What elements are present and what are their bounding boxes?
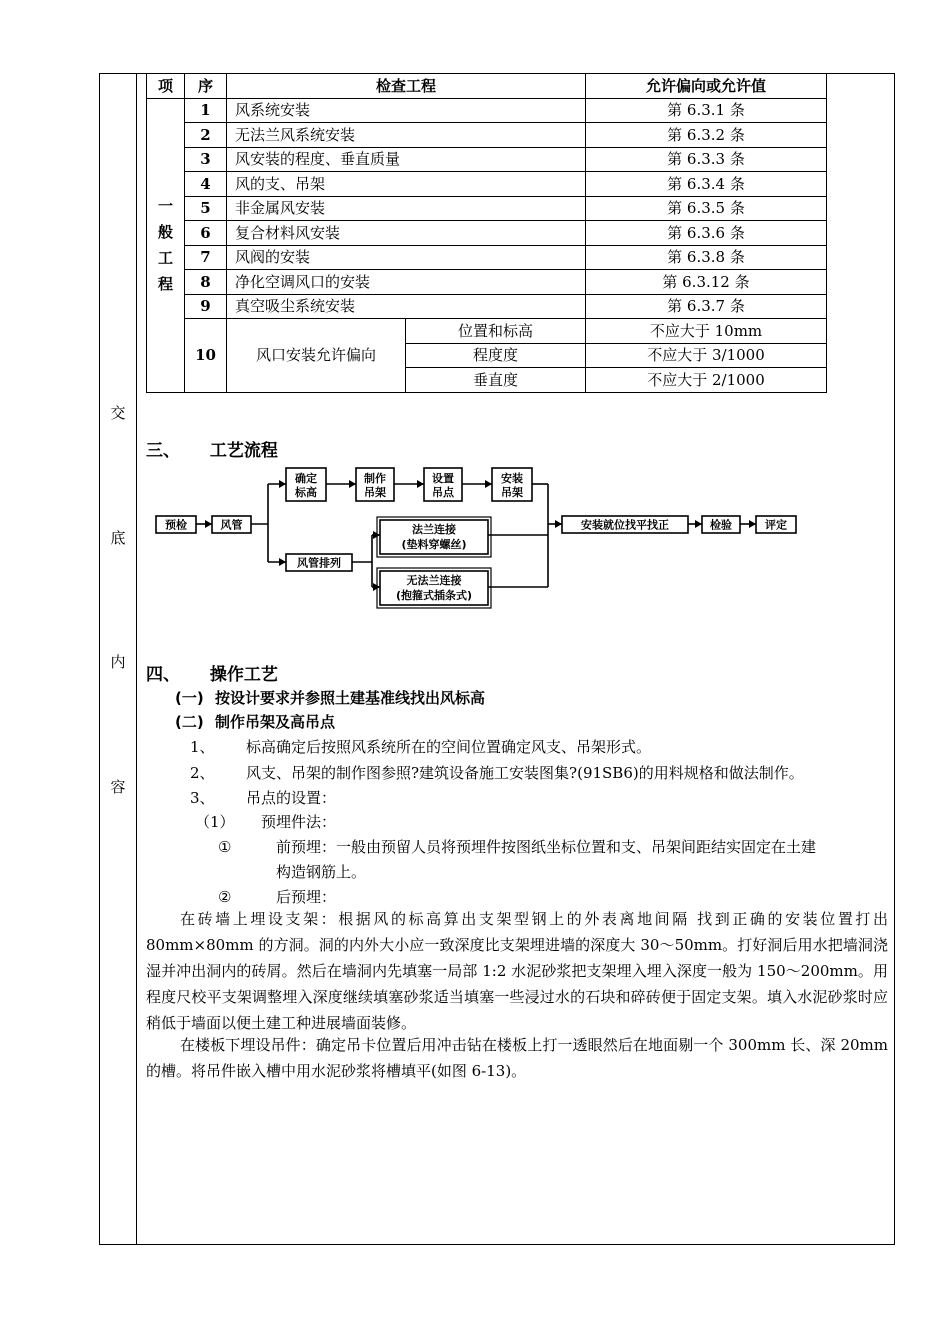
flow-label: 吊点 — [432, 486, 454, 499]
row-value: 第 6.3.5 条 — [586, 196, 827, 221]
list-item — [190, 787, 336, 808]
list-item — [190, 762, 804, 783]
sub-item-value: 不应大于 3/1000 — [586, 343, 827, 368]
section-number: 四、 — [146, 665, 180, 685]
list-item-number: 2、 — [190, 764, 215, 782]
flow-label: 法兰连接 — [412, 523, 456, 536]
sub-list-text: 预埋件法： — [261, 813, 337, 831]
row-number: 8 — [185, 270, 227, 295]
list-item — [190, 736, 651, 757]
table-row — [147, 196, 827, 221]
row-number: 4 — [185, 172, 227, 197]
row-value: 第 6.3.7 条 — [586, 294, 827, 319]
table-header-row — [147, 74, 827, 99]
sub-list-item — [195, 811, 336, 832]
section-heading-4 — [146, 660, 278, 685]
side-label-char: 交 — [110, 404, 126, 422]
flow-box-evaluate — [756, 516, 796, 533]
table-row — [147, 294, 827, 319]
row-number: 7 — [185, 245, 227, 270]
sub-item-value: 不应大于 2/1000 — [586, 368, 827, 393]
circled-number: ② — [218, 888, 232, 906]
row-value: 第 6.3.12 条 — [586, 270, 827, 295]
row-number: 9 — [185, 294, 227, 319]
flow-label: 无法兰连接 — [406, 574, 462, 587]
row-value: 第 6.3.2 条 — [586, 123, 827, 148]
flow-label: 预检 — [165, 518, 187, 532]
flow-label: 标高 — [295, 486, 317, 499]
row-value: 第 6.3.4 条 — [586, 172, 827, 197]
table-row — [147, 123, 827, 148]
sub-item-value: 不应大于 10mm — [586, 319, 827, 344]
flow-box-inspect — [702, 516, 740, 533]
circled-text: 后预埋： — [276, 888, 337, 906]
flow-label: 吊架 — [364, 486, 386, 499]
row-item: 无法兰风系统安装 — [227, 123, 586, 148]
sub-heading-number: (一) — [175, 689, 204, 707]
side-label-column — [100, 74, 137, 1244]
list-item-number: 1、 — [190, 738, 215, 756]
row-item: 复合材料风安装 — [227, 221, 586, 246]
circled-number: ① — [218, 838, 232, 856]
table-row — [147, 270, 827, 295]
sub-item-name: 垂直度 — [406, 368, 586, 393]
list-item-text: 标高确定后按照风系统所在的空间位置确定风支、吊架形式。 — [246, 738, 652, 756]
section-title: 操作工艺 — [209, 665, 278, 685]
circled-item-1 — [218, 836, 816, 857]
sub-heading-1 — [175, 687, 485, 708]
process-flowchart — [150, 462, 810, 614]
flow-box-duct-arrange — [286, 554, 352, 571]
flow-label: 风管排列 — [297, 556, 341, 570]
group-label-char: 般 — [157, 223, 173, 241]
row-item: 风的支、吊架 — [227, 172, 586, 197]
flow-label: 安装 — [501, 472, 523, 485]
row-value: 第 6.3.6 条 — [586, 221, 827, 246]
row-number: 1 — [185, 98, 227, 123]
row-item: 风系统安装 — [227, 98, 586, 123]
sub-heading-number: (二) — [175, 713, 204, 731]
row-number: 6 — [185, 221, 227, 246]
row-item: 风口安装允许偏向 — [227, 319, 406, 393]
flow-label: (垫料穿螺丝) — [401, 538, 467, 551]
flow-label: 吊架 — [501, 486, 523, 499]
list-item-text: 风支、吊架的制作图参照?建筑设备施工安装图集?(91SB6)的用料规格和做法制作。 — [246, 764, 804, 782]
sub-item-name: 位置和标高 — [406, 319, 586, 344]
row-number: 5 — [185, 196, 227, 221]
paragraph-wall-bracket: 在砖墙上埋设支架：根据风的标高算出支架型钢上的外表离地间隔 找到正确的安装位置打出80mm×80mm 的方洞。洞的内外大小应一致深度比支架埋进墙的深度大 30～50mm。打好洞后用水把墙洞浇湿并冲出洞内的砖屑。然后在墙洞内先填塞一局部 1:2 水泥砂浆把支架埋入埋入深度一般为 150～200mm。用程度尺校平支架调整埋入深度继续填塞砂浆适当填塞一些浸过水的石块和碎砖便于固定支架。填入水泥砂浆时应稍低于墙面以便土建工种进展墙面装修。 — [146, 910, 888, 1032]
row-item: 净化空调风口的安装 — [227, 270, 586, 295]
flow-label: 制作 — [364, 472, 386, 485]
flow-label: 设置 — [432, 472, 454, 485]
row-item: 风安装的程度、垂直质量 — [227, 147, 586, 172]
group-label-cell — [147, 98, 185, 392]
group-label-char: 工 — [157, 249, 173, 267]
row-item: 非金属风安装 — [227, 196, 586, 221]
header-seq: 序 — [185, 74, 227, 99]
header-category: 项 — [147, 74, 185, 99]
flow-box-precheck — [156, 516, 196, 533]
flow-box-duct — [212, 516, 251, 533]
flow-box-flange — [377, 517, 491, 557]
sub-heading-text: 按设计要求并参照土建基准线找出风标高 — [214, 689, 485, 707]
list-item-number: 3、 — [190, 789, 215, 807]
flow-box-set-point — [424, 468, 462, 501]
row-item: 风阀的安装 — [227, 245, 586, 270]
circled-item-2 — [218, 886, 336, 907]
sub-list-number: （1） — [195, 813, 235, 831]
list-item-text: 吊点的设置： — [246, 789, 337, 807]
row-number: 2 — [185, 123, 227, 148]
group-label-char: 一 — [157, 197, 173, 215]
table-row — [147, 147, 827, 172]
row-number: 3 — [185, 147, 227, 172]
flow-box-confirm-elevation — [286, 468, 326, 501]
row-item: 真空吸尘系统安装 — [227, 294, 586, 319]
flow-label: 检验 — [710, 518, 732, 532]
row-value: 第 6.3.3 条 — [586, 147, 827, 172]
row-value: 第 6.3.1 条 — [586, 98, 827, 123]
flow-box-no-flange — [377, 568, 491, 608]
table-row — [147, 319, 827, 344]
flow-box-make-hanger — [356, 468, 394, 501]
row-number: 10 — [185, 319, 227, 393]
flow-label: (抱箍式插条式) — [395, 589, 473, 602]
flow-label: 评定 — [765, 518, 787, 532]
flow-label: 确定 — [295, 472, 317, 485]
circled-item-1-continuation: 构造钢筋上。 — [276, 863, 367, 881]
table-row — [147, 221, 827, 246]
flow-box-install-hanger — [492, 468, 532, 501]
table-row — [147, 245, 827, 270]
side-label-char: 容 — [110, 778, 126, 796]
flow-label: 安装就位找平找正 — [581, 518, 669, 532]
sub-item-name: 程度度 — [406, 343, 586, 368]
side-label-char: 底 — [110, 529, 126, 547]
sub-heading-2 — [175, 711, 335, 732]
header-item: 检查工程 — [227, 74, 586, 99]
flow-box-position-level — [562, 516, 688, 533]
header-value: 允许偏向或允许值 — [586, 74, 827, 99]
flow-label: 风管 — [220, 518, 243, 532]
circled-text: 前预埋：一般由预留人员将预埋件按图纸坐标位置和支、吊架间距结实固定在土建 — [276, 838, 817, 856]
side-label-char: 内 — [110, 653, 126, 671]
section-title: 工艺流程 — [209, 441, 278, 461]
inspection-table — [146, 73, 827, 393]
table-row — [147, 98, 827, 123]
section-number: 三、 — [146, 441, 180, 461]
table-row — [147, 172, 827, 197]
sub-heading-text: 制作吊架及高吊点 — [214, 713, 335, 731]
group-label-char: 程 — [157, 275, 173, 293]
paragraph-floor-hanger: 在楼板下埋设吊件：确定吊卡位置后用冲击钻在楼板上打一透眼然后在地面剔一个 300mm 长、深 20mm 的槽。将吊件嵌入槽中用水泥砂浆将槽填平(如图 6-13)。 — [146, 1036, 888, 1080]
row-value: 第 6.3.8 条 — [586, 245, 827, 270]
section-heading-3 — [146, 436, 278, 461]
